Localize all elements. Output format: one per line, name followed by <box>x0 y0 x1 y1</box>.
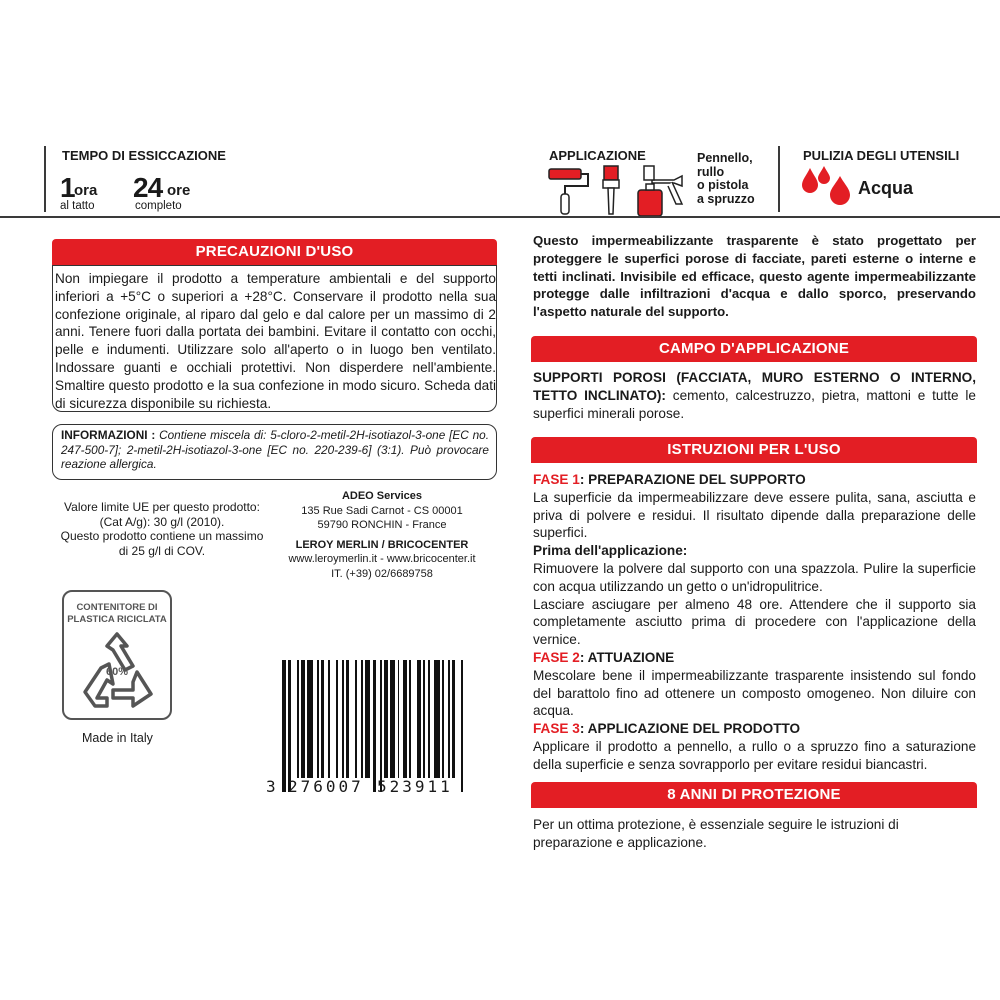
application-tool-2: rullo <box>697 164 725 179</box>
campo-banner <box>531 336 977 362</box>
company-address-1: 135 Rue Sadi Carnot - CS 00001 <box>301 504 463 517</box>
barcode-digits-group-1: 276007 <box>288 777 364 796</box>
barcode-bar <box>361 660 363 778</box>
intro-text: Questo impermeabilizzante trasparente è stato progettato per proteggere le superfici porose di facciate, pareti esterne o interne e tetti inclinati. Invisibile ed efficace, questo agente impermeabilizzante protegge dalle infiltrazioni d'acqua e dallo sporco, preservando l'aspetto naturale del supporto. <box>533 233 976 320</box>
fase2-text: Mescolare bene il impermeabilizzante trasparente insistendo sul fondo del barattolo fino ad ottenere un composto omogeneo. Non diluire con acqua. <box>533 667 976 719</box>
barcode-bar <box>297 660 299 778</box>
barcode-bar <box>417 660 421 778</box>
application-tool-4: a spruzzo <box>697 191 755 206</box>
recycle-badge <box>62 590 172 720</box>
header-divider-right <box>778 146 780 212</box>
cleaning-value: Acqua <box>858 178 914 198</box>
precautions-text: Non impiegare il prodotto a temperature ambientali e del supporto inferiori a +5°C o superiori a +28°C. Conservare il prodotto nella sua confezione originale, al riparo dal gelo e dal calore per un massimo di 2 anni. Tenere fuori dalla portata dei bambini. Evitare il contatto con occhi, pelle e indumenti. Utilizzare solo all'aperto o in luogo ben ventilato. Indossare guanti e occhiali protettivi. Non disperdere nell'ambiente. Smaltire questo prodotto e la sua confezione in modo sicuro. Scheda dati di sicurezza disponibile su richiesta. <box>55 271 496 411</box>
drying-touch-label: al tatto <box>60 200 95 212</box>
company-name: ADEO Services <box>341 490 423 502</box>
drying-complete-label: completo <box>135 200 182 212</box>
application-title: APPLICAZIONE <box>549 148 646 163</box>
prima-text-1: Rimuovere la polvere dal supporto con una spazzola. Pulire la superficie con acqua utilizzando un getto o un'idropulitrice. <box>533 560 976 594</box>
istruzioni-content <box>533 471 976 774</box>
recycle-title-line-1: CONTENITORE DI <box>76 602 158 613</box>
barcode-digit-first: 3 <box>266 777 276 796</box>
application-tool-1: Pennello, <box>697 151 753 165</box>
istruzioni-banner <box>531 437 977 463</box>
application-tool-3: o pistola <box>697 178 749 192</box>
campo-title: CAMPO D'APPLICAZIONE <box>658 340 850 357</box>
company-websites: www.leroymerlin.it - www.bricocenter.it <box>288 553 476 565</box>
recycle-title-line-2: PLASTICA RICICLATA <box>67 614 167 625</box>
barcode <box>264 660 484 805</box>
company-address-2: 59790 RONCHIN - France <box>317 519 447 531</box>
barcode-bar <box>328 660 330 778</box>
barcode-bar <box>282 660 286 792</box>
protezione-title: 8 ANNI DI PROTEZIONE <box>667 786 841 803</box>
info-content <box>61 428 489 472</box>
fase1-title: : PREPARAZIONE DEL SUPPORTO <box>579 472 806 487</box>
company-phone: IT. (+39) 02/6689758 <box>331 567 433 580</box>
barcode-bar <box>461 660 463 792</box>
info-box <box>52 424 497 480</box>
application-tools-list <box>697 152 755 206</box>
campo-text: cemento, calcestruzzo, pietra, mattoni e tutte le superfici minerali porose. <box>533 387 976 421</box>
fase3-heading <box>533 720 976 738</box>
paint-roller-icon <box>546 166 594 218</box>
barcode-bar <box>373 660 377 792</box>
barcode-bar <box>336 660 338 778</box>
fase1-heading <box>533 471 976 489</box>
barcode-bar <box>452 660 456 778</box>
barcode-bar <box>423 660 425 778</box>
fase1-label: FASE 1 <box>533 472 580 487</box>
header-divider-left <box>44 146 46 212</box>
company-block <box>272 489 492 581</box>
protezione-banner <box>531 782 977 808</box>
recycle-percent: 60% <box>105 666 129 678</box>
paint-brush-icon <box>598 164 624 218</box>
fase2-heading <box>533 649 976 667</box>
precautions-title: PRECAUZIONI D'USO <box>195 243 354 260</box>
istruzioni-title: ISTRUZIONI PER L'USO <box>667 441 841 458</box>
company-brands: LEROY MERLIN / BRICOCENTER <box>295 538 469 551</box>
prima-title: Prima dell'applicazione: <box>533 543 688 559</box>
fase3-label: FASE 3 <box>533 721 580 737</box>
fase2-label: FASE 2 <box>533 649 580 665</box>
barcode-bar <box>398 660 400 778</box>
header-separator <box>0 216 1000 218</box>
voc-line-3: Questo prodotto contiene un massimo <box>60 529 264 543</box>
barcode-bar <box>346 660 350 778</box>
voc-line-2: (Cat A/g): 30 g/l (2010). <box>99 514 225 529</box>
voc-line-1: Valore limite UE per questo prodotto: <box>64 500 260 514</box>
barcode-bars <box>282 660 467 778</box>
barcode-bar <box>365 660 370 778</box>
info-label: INFORMAZIONI : <box>61 428 156 442</box>
barcode-bar <box>448 660 450 778</box>
spray-gun-icon <box>630 160 690 220</box>
barcode-bar <box>390 660 395 778</box>
drying-complete-number: 24 <box>133 172 163 203</box>
cleaning-title: PULIZIA DEGLI UTENSILI <box>803 148 960 163</box>
voc-block <box>52 500 272 558</box>
barcode-bar <box>380 660 382 792</box>
fase1-text: La superficie da impermeabilizzare deve essere pulita, sana, asciutta e priva di polvere e residui. Il risultato dipende dalla preparazione delle superfici. <box>533 489 976 541</box>
protezione-text: Per un ottima protezione, è essenziale seguire le istruzioni di preparazione e applicazione. <box>533 817 899 850</box>
campo-bold-text: SUPPORTI POROSI (FACCIATA, MURO ESTERNO O INTERNO, TETTO INCLINATO): <box>533 370 976 403</box>
barcode-bar <box>434 660 439 778</box>
fase2-title: : ATTUAZIONE <box>579 649 675 665</box>
precautions-banner <box>52 239 497 265</box>
drying-touch-number: 1 <box>60 172 75 203</box>
drying-title: TEMPO DI ESSICCAZIONE <box>62 148 226 163</box>
drying-time-touch <box>60 172 120 216</box>
barcode-bar <box>384 660 388 778</box>
info-text: Contiene miscela di: 5-cloro-2-metil-2H-isotiazol-3-one [EC no. 247-500-7]; 2-metil-2H-isotiazol-3-one [EC no. 220-239-6] (3:1). Può provocare reazione allergica. <box>61 428 489 471</box>
water-drops-icon <box>802 166 854 206</box>
barcode-bar <box>342 660 344 778</box>
voc-line-4: di 25 g/l di COV. <box>118 543 206 558</box>
fase3-title: : APPLICAZIONE DEL PRODOTTO <box>579 721 801 737</box>
barcode-bar <box>403 660 407 778</box>
barcode-bar <box>317 660 319 778</box>
barcode-bar <box>288 660 292 792</box>
barcode-bar <box>428 660 430 778</box>
drying-complete-unit: ore <box>167 182 191 199</box>
barcode-digits-group-2: 523911 <box>377 777 453 796</box>
drying-time-complete <box>133 172 223 216</box>
campo-content <box>533 369 976 422</box>
barcode-bar <box>442 660 444 778</box>
barcode-bar <box>307 660 312 778</box>
barcode-bar <box>301 660 305 778</box>
drying-touch-unit: ora <box>74 182 98 199</box>
made-in-label: Made in Italy <box>82 731 153 745</box>
fase3-text: Applicare il prodotto a pennello, a rullo o a spruzzo fino a saturazione della superficie e senza sovrapporlo per evitare residui biancastri. <box>533 738 976 772</box>
prima-text-2: Lasciare asciugare per almeno 48 ore. Attendere che il supporto sia completamente asciutto prima di procedere con l'applicazione della vernice. <box>533 596 976 648</box>
barcode-bar <box>355 660 357 778</box>
barcode-bar <box>321 660 325 778</box>
barcode-bar <box>409 660 411 778</box>
